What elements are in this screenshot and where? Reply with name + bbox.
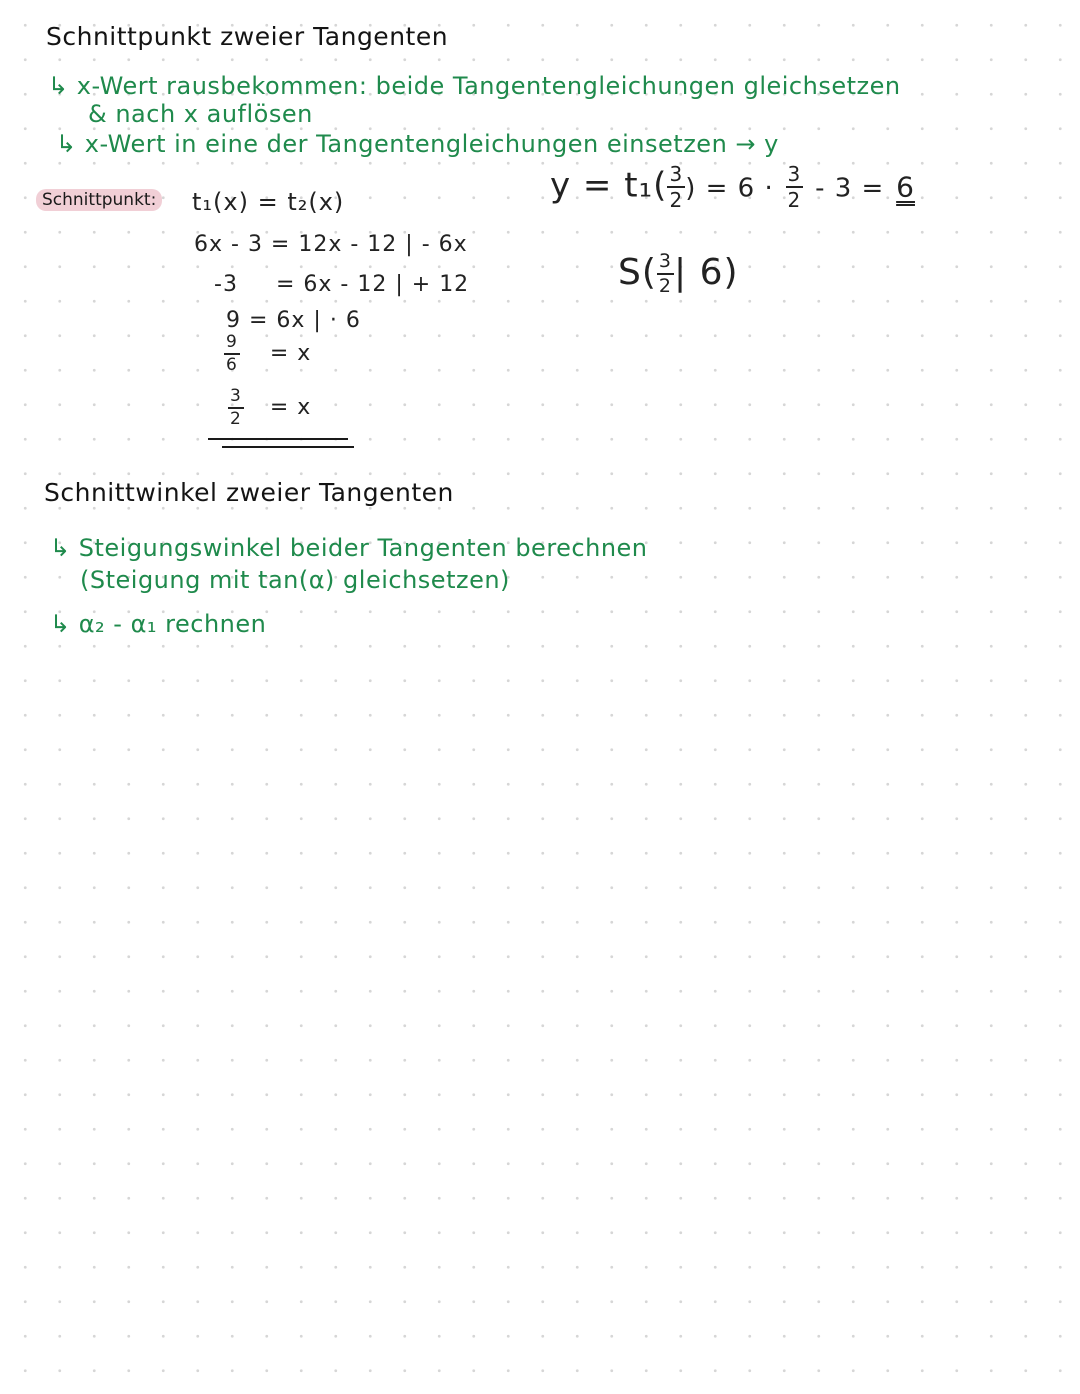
section2-step1-line2: (Steigung mit tan(α) gleichsetzen) xyxy=(80,566,510,594)
fraction-numerator: 9 xyxy=(224,334,240,355)
fraction-3-2 xyxy=(786,164,804,210)
fraction-3-2 xyxy=(228,388,244,428)
fraction-denominator: 2 xyxy=(658,275,672,297)
section2-title: Schnittwinkel zweier Tangenten xyxy=(44,478,454,507)
section1-title: Schnittpunkt zweier Tangenten xyxy=(46,22,449,51)
section2-step2: ↳ α₂ - α₁ rechnen xyxy=(50,610,267,638)
equation-line-1: t₁(x) = t₂(x) xyxy=(192,188,345,216)
y-suffix: - 3 = xyxy=(815,173,885,204)
equation-line-2: 6x - 3 = 12x - 12 | - 6x xyxy=(194,232,468,257)
section1-step1-line1: ↳ x-Wert rausbekommen: beide Tangentengleichungen gleichsetzen xyxy=(48,72,901,100)
result-underline-2 xyxy=(222,446,354,448)
point-suffix: | 6) xyxy=(674,252,739,293)
equation-line-3-rhs: = 6x - 12 | + 12 xyxy=(276,272,470,297)
fraction-numerator: 3 xyxy=(669,162,684,186)
intersection-point xyxy=(618,252,739,296)
fraction-denominator: 2 xyxy=(787,188,802,212)
y-middle: ) = 6 · xyxy=(685,173,774,204)
fraction-denominator: 2 xyxy=(669,188,684,212)
fraction-denominator: 2 xyxy=(230,409,242,429)
point-prefix: S( xyxy=(618,252,657,293)
section1-step1-line2: & nach x auflösen xyxy=(88,100,313,128)
fraction-numerator: 3 xyxy=(657,252,674,275)
equals-x: = x xyxy=(269,395,312,420)
section2-step1-line1: ↳ Steigungswinkel beider Tangenten berechnen xyxy=(50,534,648,562)
fraction-numerator: 3 xyxy=(787,162,802,186)
y-result: 6 xyxy=(896,170,915,204)
equation-line-6 xyxy=(228,388,311,428)
fraction-denominator: 6 xyxy=(226,355,238,375)
equation-line-3-lhs: -3 xyxy=(214,272,238,297)
equals-x: = x xyxy=(269,341,312,366)
y-prefix: y = t₁( xyxy=(550,165,668,206)
fraction-numerator: 3 xyxy=(228,388,244,409)
y-computation xyxy=(550,164,915,210)
fraction-9-6 xyxy=(224,334,240,374)
intersection-label xyxy=(36,190,162,210)
highlight-label: Schnittpunkt: xyxy=(36,189,162,211)
fraction-3-2 xyxy=(657,252,674,296)
equation-line-5 xyxy=(224,334,311,374)
fraction-3-2 xyxy=(667,164,685,210)
equation-line-4: 9 = 6x | · 6 xyxy=(226,308,361,333)
section1-step2: ↳ x-Wert in eine der Tangentengleichungen einsetzen → y xyxy=(56,130,779,158)
result-underline-1 xyxy=(208,438,348,440)
